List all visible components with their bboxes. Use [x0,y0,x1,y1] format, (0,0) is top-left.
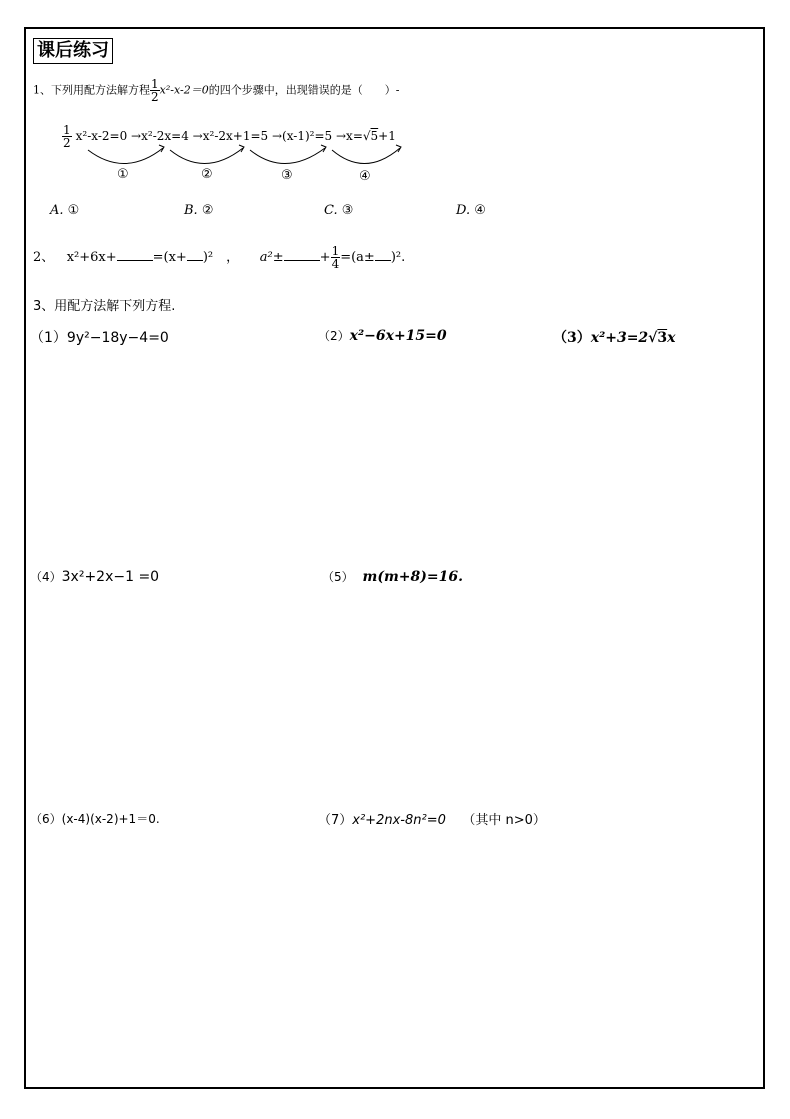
chain-step-4-radicand: 5 [370,129,379,143]
q2-frac-den: 4 [331,257,340,271]
q1-equation: x²-x-2＝0 [159,83,209,97]
question-3-heading: 3、用配方法解下列方程. [33,299,176,314]
chain-step-4-post: +1 [378,129,396,143]
problem-3-equation-pre: x²+3=2 [590,330,649,346]
chain-step-1: x²-2x=4 [141,129,189,143]
problem-6 [30,810,160,827]
q2-number: 2、 [33,250,55,265]
problem-3-radicand: 3 [657,330,668,346]
arrow-icon: → [335,129,347,143]
q2-blank-4[interactable] [375,248,391,261]
problem-2 [318,327,447,344]
q2-frac-num: 1 [331,244,340,258]
q2-part2-d: )². [390,250,406,265]
problem-5-label: （5） [322,570,354,584]
option-b-value: ② [201,203,214,218]
q2-part1-b: =(x+ [152,250,187,265]
problem-1 [30,327,169,347]
chain-step-3: (x-1)²=5 [282,129,333,143]
q1-frac-num: 1 [151,77,159,91]
q2-part2-b: + [319,250,331,265]
q2-part1-a: x²+6x+ [66,250,117,265]
problem-1-equation: 9y²−18y−4=0 [66,330,169,346]
option-d[interactable] [456,203,486,218]
step-label-4: ④ [359,169,371,184]
step-label-2: ② [201,167,213,182]
chain-frac-num: 1 [63,123,71,137]
option-d-letter: D. [456,203,471,218]
step-label-1: ① [117,167,129,182]
chain-frac-den: 2 [63,136,71,150]
q2-blank-3[interactable] [284,248,320,261]
problem-2-label: （2） [318,329,350,343]
q1-prefix: 1、下列用配方法解方程 [33,83,150,97]
q2-blank-1[interactable] [117,248,153,261]
option-c-value: ③ [341,203,354,218]
problem-1-label: （1） [30,330,67,346]
q2-fraction [331,245,341,270]
problem-3-label: （3） [553,330,591,346]
section-title: 课后练习 [33,38,113,64]
chain-step-2: x²-2x+1=5 [202,129,269,143]
problem-2-equation: x²−6x+15=0 [349,328,447,344]
problem-4-label: （4） [30,570,62,584]
problem-6-equation: (x-4)(x-2)+1＝0. [61,812,160,826]
chain-step-0: x²-x-2=0 [75,129,128,143]
q1-suffix: 的四个步骤中，出现错误的是（ ）- [208,83,400,97]
chain-step-4-pre: x= [346,129,363,143]
problem-3-equation-post: x [667,330,676,346]
problem-4 [30,568,159,585]
problem-7-equation: x²+2nx-8n²=0 [352,813,446,828]
option-a-letter: A. [50,203,64,218]
option-a-value: ① [67,203,80,218]
option-b[interactable] [184,203,213,218]
arrow-icon: → [271,129,283,143]
q2-blank-2[interactable] [187,248,203,261]
option-d-value: ④ [474,203,486,218]
problem-6-label: （6） [30,812,62,826]
chain-step-4: x=√5+1 [346,129,396,143]
q2-part2-c: =(a± [340,250,375,265]
problem-5 [322,568,463,585]
problem-7-label: （7） [318,813,353,828]
arrow-icon: → [192,129,203,143]
option-c-letter: C. [324,203,338,218]
problem-5-equation: m(m+8)=16. [362,569,463,585]
problem-3: （3）x²+3=2√3x [553,330,676,346]
arrow-icon: → [131,129,142,143]
option-b-letter: B. [184,203,198,218]
question-2 [33,244,405,272]
step-label-3: ③ [281,168,293,183]
q2-part1-c: )² ， [202,250,240,265]
problem-7-note: （其中 n>0） [462,813,546,828]
problem-7 [318,809,546,828]
option-c[interactable] [324,203,353,218]
q1-frac-den: 2 [151,90,159,104]
q2-part2-a: a²± [259,250,284,265]
problem-4-equation: 3x²+2x−1 =0 [61,569,160,585]
option-a[interactable] [50,203,79,218]
